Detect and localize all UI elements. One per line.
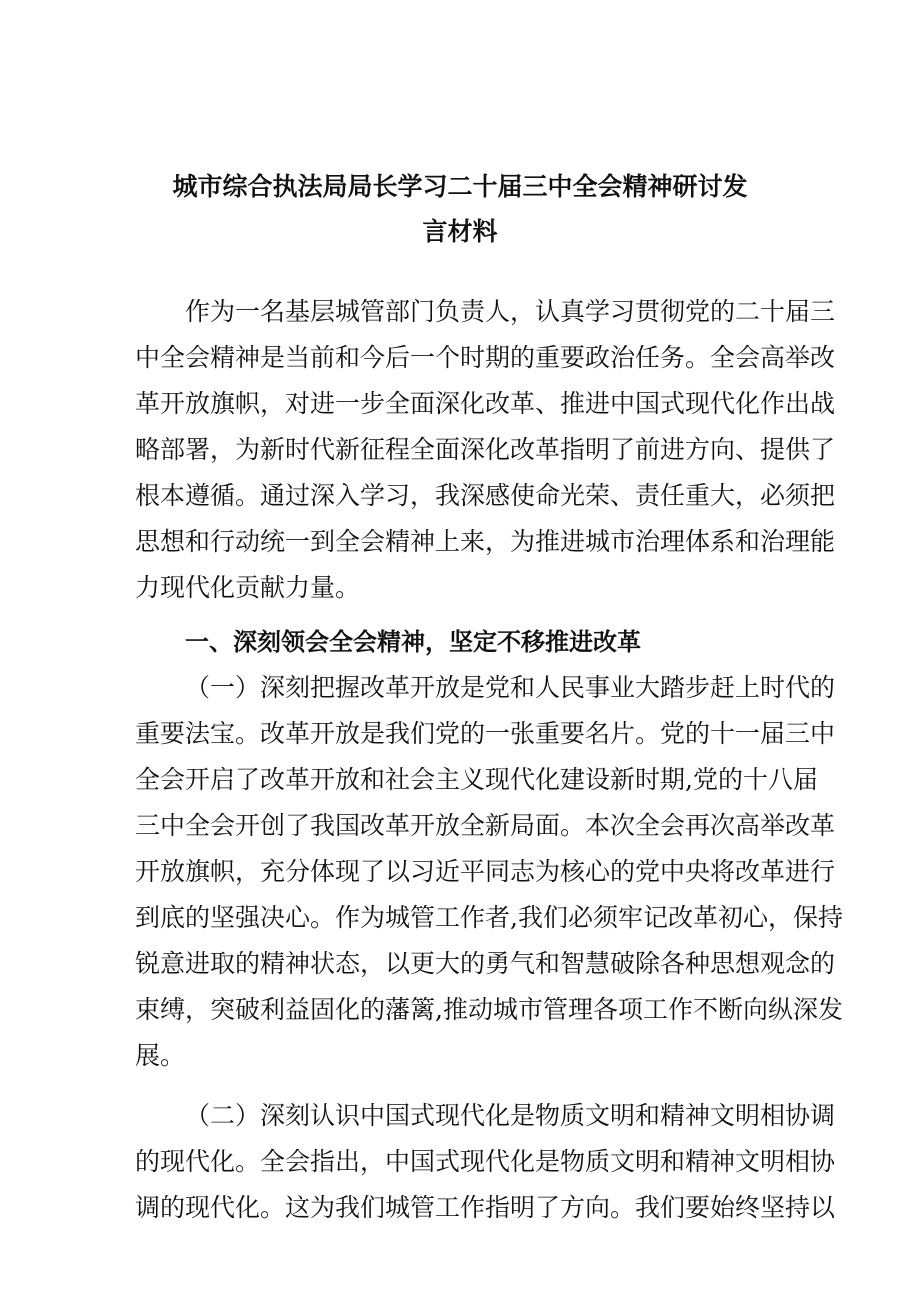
intro-line: 思想和行动统一到全会精神上来，为推进城市治理体系和治理能 — [135, 527, 836, 556]
paragraph-line: 三中全会开创了我国改革开放全新局面。本次全会再次高举改革 — [135, 811, 836, 840]
intro-line: 力现代化贡献力量。 — [135, 573, 361, 602]
subsection-one-paragraph — [135, 665, 843, 1079]
paragraph-line: 的现代化。全会指出，中国式现代化是物质文明和精神文明相协 — [135, 1147, 836, 1176]
paragraph-line: 开放旗帜，充分体现了以习近平同志为核心的党中央将改革进行 — [135, 857, 836, 886]
document-title — [0, 164, 920, 254]
title-line-2: 言材料 — [422, 217, 498, 246]
section-heading: 一、深刻领会全会精神，坚定不移推进改革 — [185, 628, 641, 656]
intro-line: 革开放旗帜，对进一步全面深化改革、推进中国式现代化作出战 — [135, 389, 836, 418]
title-line-1: 城市综合执法局局长学习二十届三中全会精神研讨发 — [172, 172, 748, 201]
intro-line: 略部署，为新时代新征程全面深化改革指明了前进方向、提供了 — [135, 435, 836, 464]
document-body — [135, 289, 843, 1231]
paragraph-line: （二）深刻认识中国式现代化是物质文明和精神文明相协调 — [185, 1101, 836, 1130]
paragraph-line: 调的现代化。这为我们城管工作指明了方向。我们要始终坚持以 — [135, 1193, 836, 1222]
paragraph-line: 锐意进取的精神状态，以更大的勇气和智慧破除各种思想观念的 — [135, 949, 836, 978]
paragraph-line: （一）深刻把握改革开放是党和人民事业大踏步赶上时代的 — [185, 673, 836, 702]
intro-line: 作为一名基层城管部门负责人，认真学习贯彻党的二十届三 — [185, 297, 836, 326]
paragraph-line: 到底的坚强决心。作为城管工作者,我们必须牢记改革初心，保持 — [135, 903, 843, 932]
intro-line: 根本遵循。通过深入学习，我深感使命光荣、责任重大，必须把 — [135, 481, 836, 510]
subsection-two-paragraph — [135, 1093, 836, 1231]
paragraph-line: 展。 — [135, 1041, 186, 1070]
paragraph-line: 全会开启了改革开放和社会主义现代化建设新时期,党的十八届 — [135, 765, 818, 794]
paragraph-line: 束缚，突破利益固化的藩篱,推动城市管理各项工作不断向纵深发 — [135, 995, 843, 1024]
intro-line: 中全会精神是当前和今后一个时期的重要政治任务。全会高举改 — [135, 343, 836, 372]
intro-paragraph — [135, 289, 836, 611]
paragraph-line: 重要法宝。改革开放是我们党的一张重要名片。党的十一届三中 — [135, 719, 836, 748]
